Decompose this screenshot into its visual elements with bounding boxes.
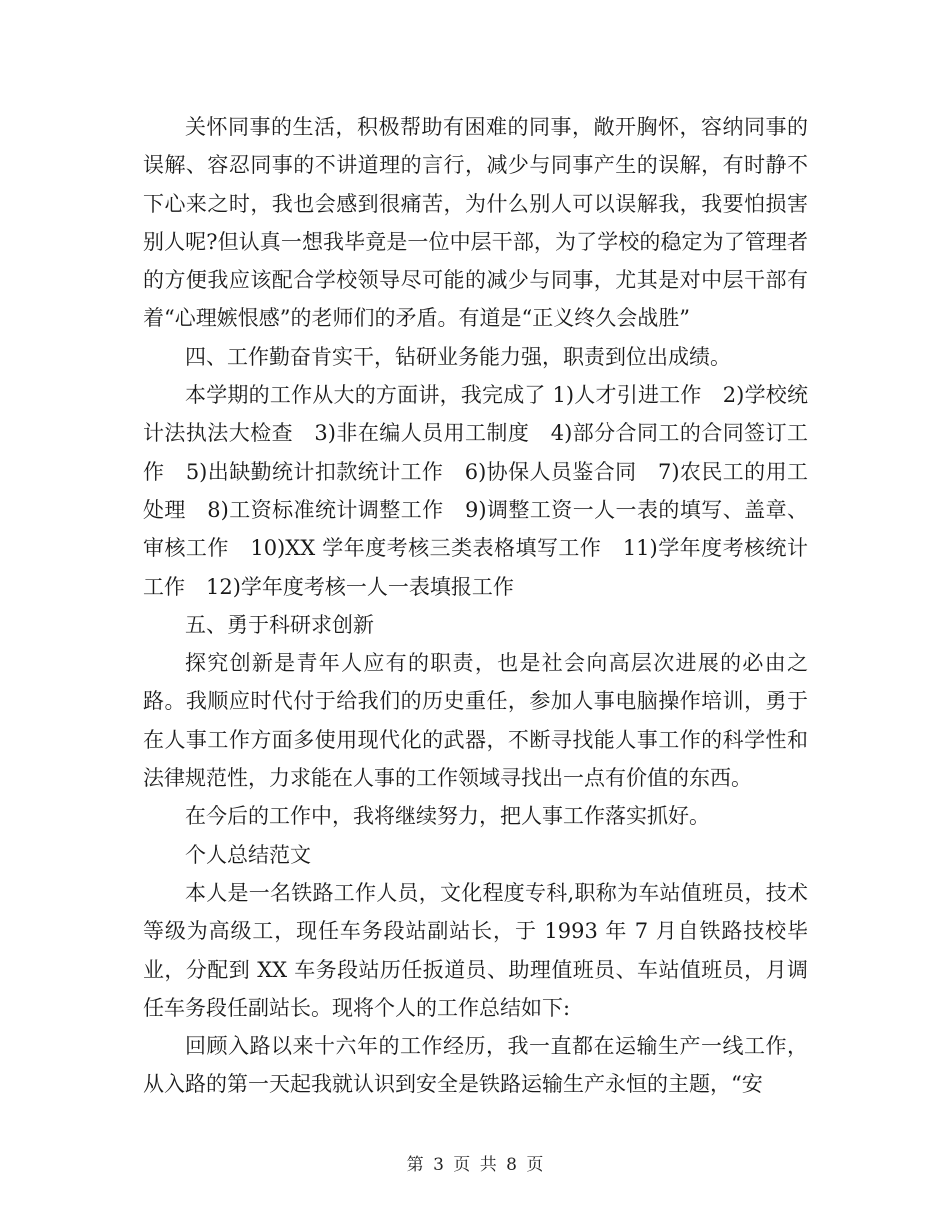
paragraph-self-introduction: 本人是一名铁路工作人员，文化程度专科,职称为车站值班员，技术等级为高级工，现任车务段站副站长，于 1993 年 7 月自铁路技校毕业，分配到 XX 车务段站历任扳道员、助理值班员、车站值班员，月调任车务段任副站长。现将个人的工作总结如下:: [143, 880, 808, 1020]
heading-personal-summary: 个人总结范文: [185, 842, 311, 867]
page-number-footer: 第 3 页 共 8 页: [406, 1155, 544, 1175]
heading-section-four: 四、工作勤奋肯实干，钻研业务能力强，职责到位出成绩。: [185, 344, 731, 369]
paragraph-innovation: 探究创新是青年人应有的职责，也是社会向高层次进展的必由之路。我顺应时代付于给我们的历史重任，参加人事电脑操作培训，勇于在人事工作方面多使用现代化的武器，不断寻找能人事工作的科学性和法律规范性，力求能在人事的工作领域寻找出一点有价值的东西。: [143, 651, 808, 791]
heading-section-five: 五、勇于科研求创新: [185, 612, 374, 637]
paragraph-semester-work: 本学期的工作从大的方面讲，我完成了 1)人才引进工作 2)学校统计法执法大检查 3)非在编人员用工制度 4)部分合同工的合同签订工作 5)出缺勤统计扣款统计工作 6)协保人员鉴合同 7)农民工的用工处理 8)工资标准统计调整工作 9)调整工资一人一表的填写、盖章、审核工作 10)XX 学年度考核三类表格填写工作 11)学年度考核统计工作 12)学年度考核一人一表填报工作: [143, 383, 808, 599]
paragraph-work-review: 回顾入路以来十六年的工作经历，我一直都在运输生产一线工作，从入路的第一天起我就认识到安全是铁路运输生产永恒的主题，“安: [143, 1034, 808, 1097]
paragraph-future-work: 在今后的工作中，我将继续努力，把人事工作落实抓好。: [185, 804, 710, 829]
paragraph-colleague-care: 关怀同事的生活，积极帮助有困难的同事，敞开胸怀，容纳同事的误解、容忍同事的不讲道理的言行，减少与同事产生的误解，有时静不下心来之时，我也会感到很痛苦，为什么别人可以误解我，我要怕损害别人呢?但认真一想我毕竟是一位中层干部，为了学校的稳定为了管理者的方便我应该配合学校领导尽可能的减少与同事，尤其是对中层干部有着“心理嫉恨感”的老师们的矛盾。有道是“正义终久会战胜”: [143, 115, 808, 331]
document-body: [143, 108, 808, 1104]
